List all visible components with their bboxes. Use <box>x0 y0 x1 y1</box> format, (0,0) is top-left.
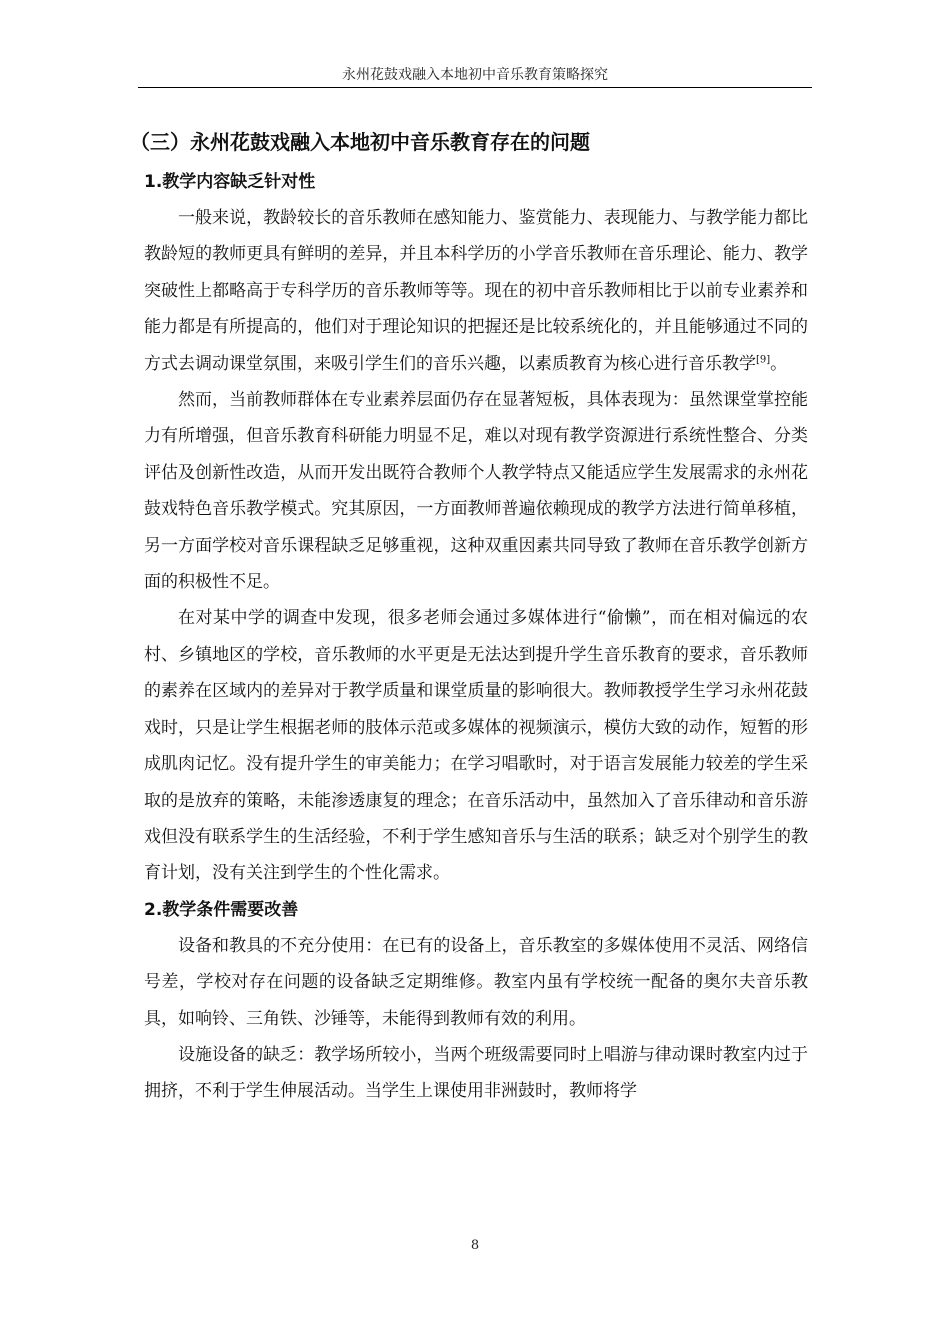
citation-marker: [9] <box>756 353 771 365</box>
paragraph: 在对某中学的调查中发现，很多老师会通过多媒体进行“偷懒”，而在相对偏远的农村、乡镇地区的学校，音乐教师的水平更是无法达到提升学生音乐教育的要求，音乐教师的素养在区域内的差异对于教学质量和课堂质量的影响很大。教师教授学生学习永州花鼓戏时，只是让学生根据老师的肢体示范或多媒体的视频演示，模仿大致的动作，短暂的形成肌肉记忆。没有提升学生的审美能力；在学习唱歌时，对于语言发展能力较差的学生采取的是放弃的策略，未能渗透康复的理念；在音乐活动中，虽然加入了音乐律动和音乐游戏但没有联系学生的生活经验，不利于学生感知音乐与生活的联系；缺乏对个别学生的教育计划，没有关注到学生的个性化需求。 <box>144 608 808 884</box>
paragraph-end: 。 <box>770 353 788 374</box>
subsection-1-title: 1.教学内容缺乏针对性 <box>144 172 316 192</box>
paragraph: 设备和教具的不充分使用：在已有的设备上，音乐教室的多媒体使用不灵活、网络信号差，学校对存在问题的设备缺乏定期维修。教室内虽有学校统一配备的奥尔夫音乐教具，如响铃、三角铁、沙锤等，未能得到教师有效的利用。 <box>144 935 808 1029</box>
paragraph-text: 一般来说，教龄较长的音乐教师在感知能力、鉴赏能力、表现能力、与教学能力都比教龄短的教师更具有鲜明的差异，并且本科学历的小学音乐教师在音乐理论、能力、教学突破性上都略高于专科学历的音乐教师等等。现在的初中音乐教师相比于以前专业素养和能力都是有所提高的，他们对于理论知识的把握还是比较系统化的，并且能够通过不同的方式去调动课堂氛围，来吸引学生们的音乐兴趣，以素质教育为核心进行音乐教学 <box>144 208 808 374</box>
paragraph: 设施设备的缺乏：教学场所较小，当两个班级需要同时上唱游与律动课时教室内过于拥挤，不利于学生伸展活动。当学生上课使用非洲鼓时，教师将学 <box>144 1044 808 1102</box>
page-number: 8 <box>470 1238 480 1253</box>
section-title: （三）永州花鼓戏融入本地初中音乐教育存在的问题 <box>130 130 590 154</box>
paragraph <box>144 200 808 382</box>
subsection-2-title: 2.教学条件需要改善 <box>144 899 299 920</box>
running-header: 永州花鼓戏融入本地初中音乐教育策略探究 <box>342 67 608 83</box>
paragraph: 然而，当前教师群体在专业素养层面仍存在显著短板，具体表现为：虽然课堂掌控能力有所增强，但音乐教育科研能力明显不足，难以对现有教学资源进行系统性整合、分类评估及创新性改造，从而开发出既符合教师个人教学特点又能适应学生发展需求的永州花鼓戏特色音乐教学模式。究其原因，一方面教师普遍依赖现成的教学方法进行简单移植，另一方面学校对音乐课程缺乏足够重视，这种双重因素共同导致了教师在音乐教学创新方面的积极性不足。 <box>144 390 808 593</box>
page-body <box>130 120 808 1110</box>
header-rule <box>138 87 812 88</box>
